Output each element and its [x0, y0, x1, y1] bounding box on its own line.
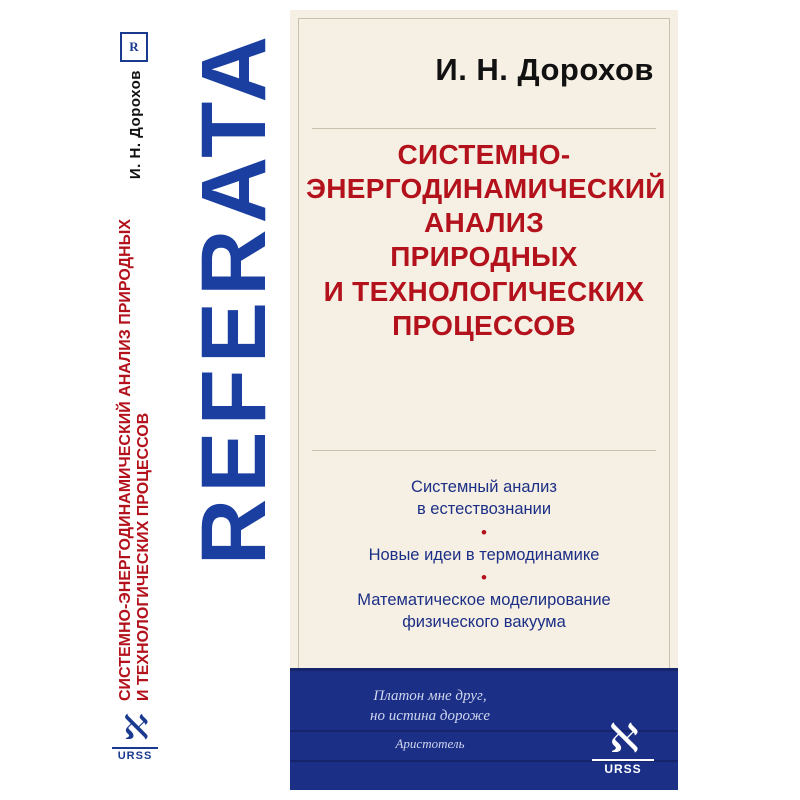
- urss-symbol-icon: ℵ: [123, 710, 147, 748]
- cover-title-line-5: И ТЕХНОЛОГИЧЕСКИХ: [323, 275, 645, 307]
- cover-title: [306, 138, 666, 343]
- subtitle-line-3: Новые идеи в термодинамике: [368, 545, 600, 564]
- cover-quote: [316, 686, 544, 752]
- divider-top: [312, 128, 656, 129]
- quote-author: Аристотель: [395, 735, 465, 751]
- subtitle-bullet-2: •: [481, 567, 487, 587]
- cover-bottom-block: [290, 668, 678, 790]
- cover-author: И. Н. Дорохов: [435, 52, 654, 87]
- urss-symbol-icon: ℵ: [609, 716, 637, 761]
- cover-title-line-4: ПРИРОДНЫХ: [390, 241, 578, 273]
- publisher-mark-label: R: [129, 39, 139, 54]
- series-band: [178, 10, 290, 790]
- series-name: [178, 30, 290, 770]
- cover-publisher-logo: [592, 716, 654, 776]
- series-name-label: REFERATA: [182, 30, 285, 566]
- subtitle-line-2: в естествознании: [416, 500, 552, 519]
- subtitle-line-1: Системный анализ: [411, 478, 557, 496]
- spine-publisher-logo: [112, 710, 158, 762]
- cover-title-line-2: ЭНЕРГОДИНАМИЧЕСКИЙ: [306, 173, 666, 205]
- cover-subtitle: [310, 476, 658, 633]
- spine-title-label: СИСТЕМНО-ЭНЕРГОДИНАМИЧЕСКИЙ АНАЛИЗ ПРИРОДНЫХ И ТЕХНОЛОГИЧЕСКИХ ПРОЦЕССОВ: [117, 219, 152, 701]
- urss-name-label: URSS: [592, 759, 654, 776]
- bottom-stripe-1: [290, 668, 678, 671]
- quote-line-2: но истина дороже: [370, 708, 490, 725]
- cover-title-line-6: ПРОЦЕССОВ: [392, 309, 576, 341]
- spine-author-label: И. Н. Дорохов: [126, 70, 144, 180]
- cover-main-panel: [290, 10, 678, 790]
- publisher-mark-icon: [120, 32, 148, 62]
- book-front-cover: [178, 10, 678, 790]
- urss-name-label: URSS: [112, 747, 158, 762]
- subtitle-line-4: Математическое моделирование: [357, 590, 611, 609]
- spine-author: [92, 70, 178, 210]
- book-spine: [92, 10, 179, 790]
- subtitle-line-5: физического вакуума: [402, 613, 566, 632]
- spine-title: [92, 206, 178, 706]
- divider-middle: [312, 450, 656, 451]
- subtitle-bullet-1: •: [481, 522, 487, 542]
- quote-line-1: Платон мне друг,: [373, 688, 487, 704]
- cover-title-line-3: АНАЛИЗ: [423, 207, 545, 239]
- cover-title-line-1: СИСТЕМНО-: [397, 139, 571, 170]
